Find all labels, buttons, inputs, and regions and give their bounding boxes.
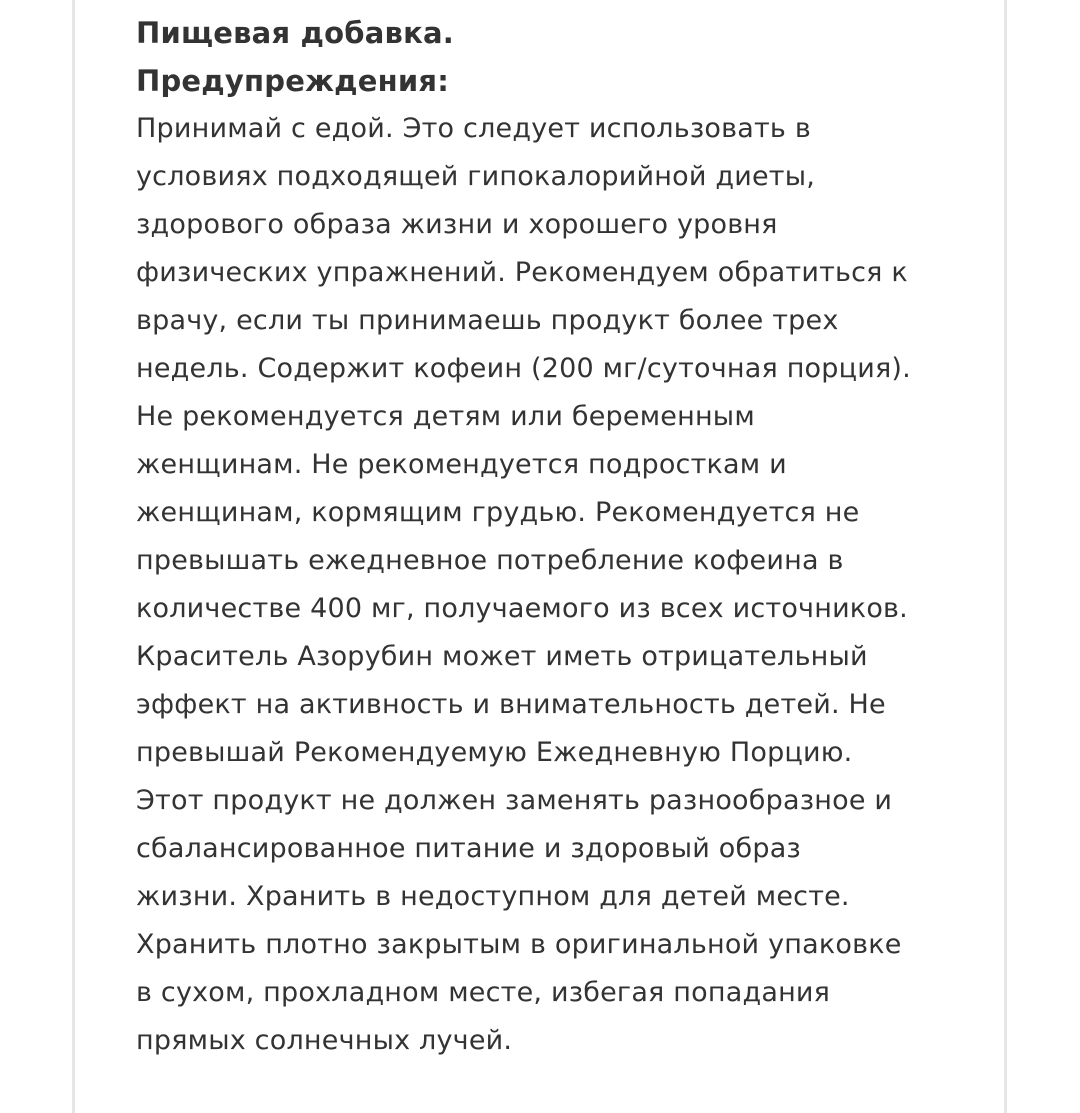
text-line: в сухом, прохладном месте, избегая попадания [136, 977, 831, 1008]
text-line: здорового образа жизни и хорошего уровня [136, 209, 778, 240]
text-line: условиях подходящей гипокалорийной диеты, [136, 161, 816, 192]
heading-warnings: Предупреждения: [136, 64, 450, 98]
product-info-text [136, 9, 956, 1065]
text-line: Принимай с едой. Это следует использовать в [136, 113, 811, 144]
warnings-paragraph [136, 105, 956, 1065]
text-line: Краситель Азорубин может иметь отрицательный [136, 641, 868, 672]
text-line: превышай Рекомендуемую Ежедневную Порцию. [136, 737, 853, 768]
text-line: женщинам. Не рекомендуется подросткам и [136, 449, 787, 480]
text-line: Не рекомендуется детям или беременным [136, 401, 755, 432]
text-line: жизни. Хранить в недоступном для детей месте. [136, 881, 850, 912]
text-line: недель. Содержит кофеин (200 мг/суточная порция). [136, 353, 911, 384]
text-line: врачу, если ты принимаешь продукт более трех [136, 305, 839, 336]
text-line: Хранить плотно закрытым в оригинальной упаковке [136, 929, 902, 960]
text-line: превышать ежедневное потребление кофеина в [136, 545, 844, 576]
heading-food-supplement: Пищевая добавка. [136, 16, 454, 50]
content-border-right [1004, 0, 1007, 1113]
text-line: Этот продукт не должен заменять разнообразное и [136, 785, 893, 816]
text-line: женщинам, кормящим грудью. Рекомендуется не [136, 497, 860, 528]
text-line: сбалансированное питание и здоровый образ [136, 833, 801, 864]
content-border-left [72, 0, 75, 1113]
text-line: количестве 400 мг, получаемого из всех источников. [136, 593, 908, 624]
text-line: эффект на активность и внимательность детей. Не [136, 689, 886, 720]
text-line: прямых солнечных лучей. [136, 1025, 513, 1056]
text-line: физических упражнений. Рекомендуем обратиться к [136, 257, 908, 288]
